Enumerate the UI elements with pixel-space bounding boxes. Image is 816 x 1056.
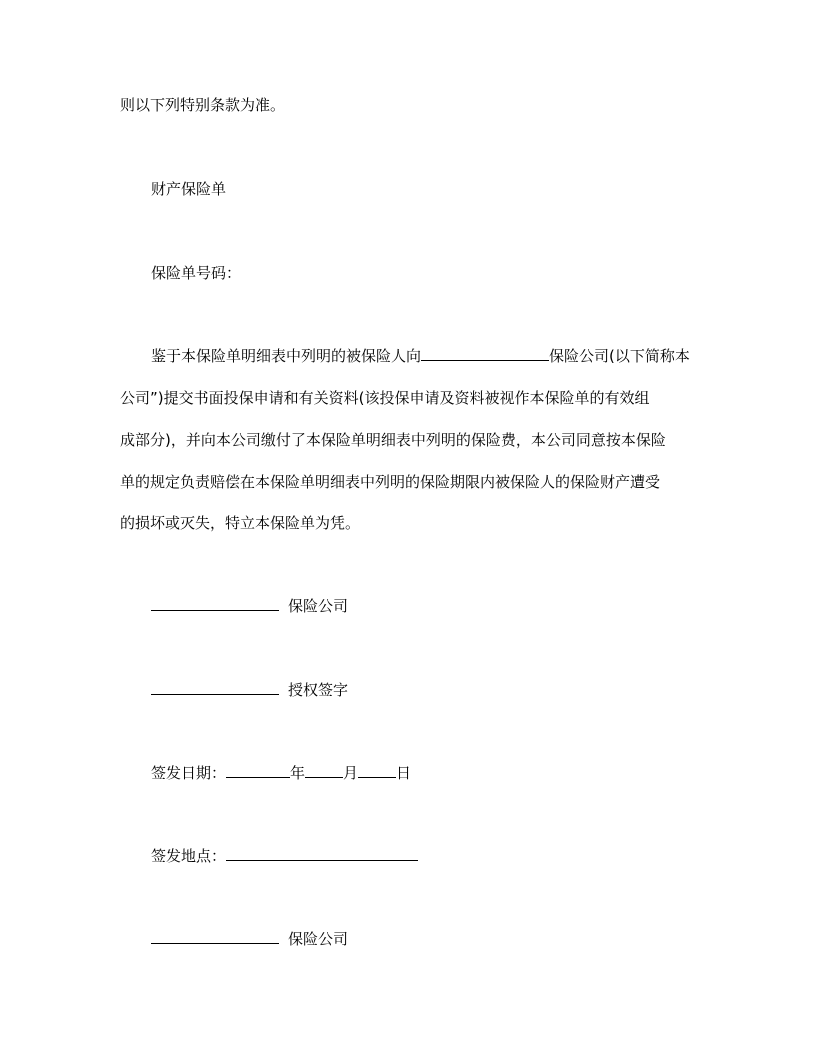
- issue-date-label: 签发日期：: [151, 764, 227, 782]
- company-signature-blank: [151, 596, 279, 611]
- issue-date-row: [151, 763, 411, 783]
- body-line-2: 公司”)提交书面投保申请和有关资料(该投保申请及资料被视作本保险单的有效组: [120, 389, 650, 407]
- authorized-signature-row: [151, 680, 348, 700]
- issue-day-blank: [358, 763, 396, 778]
- final-company-label: 保险公司: [288, 930, 349, 948]
- issue-place-blank: [226, 846, 418, 861]
- insurer-name-blank: [421, 346, 549, 361]
- final-company-blank: [151, 929, 279, 944]
- authorized-signature-label: 授权签字: [288, 681, 349, 699]
- body-line-4: 单的规定负责赔偿在本保险单明细表中列明的保险期限内被保险人的保险财产遭受: [120, 473, 661, 491]
- policy-number-label: 保险单号码：: [151, 264, 242, 282]
- month-label: 月: [343, 764, 359, 782]
- issue-month-blank: [305, 763, 343, 778]
- issue-year-blank: [226, 763, 290, 778]
- body-line-1-after: 保险公司(以下简称本: [549, 347, 690, 365]
- body-line-1: [151, 346, 690, 366]
- day-label: 日: [396, 764, 412, 782]
- intro-tail-text: 则以下列特别条款为准。: [120, 96, 286, 114]
- body-line-3: 成部分)，并向本公司缴付了本保险单明细表中列明的保险费，本公司同意按本保险: [120, 431, 666, 449]
- year-label: 年: [290, 764, 306, 782]
- final-company-row: [151, 929, 348, 949]
- signature-company-label: 保险公司: [288, 597, 349, 615]
- body-line-1-before: 鉴于本保险单明细表中列明的被保险人向: [151, 347, 422, 365]
- policy-title: 财产保险单: [151, 180, 227, 198]
- issue-place-label: 签发地点：: [151, 847, 227, 865]
- body-line-5: 的损坏或灭失，特立本保险单为凭。: [120, 514, 361, 532]
- authorized-signature-blank: [151, 680, 279, 695]
- issue-place-row: [151, 846, 418, 866]
- signature-company-row: [151, 596, 348, 616]
